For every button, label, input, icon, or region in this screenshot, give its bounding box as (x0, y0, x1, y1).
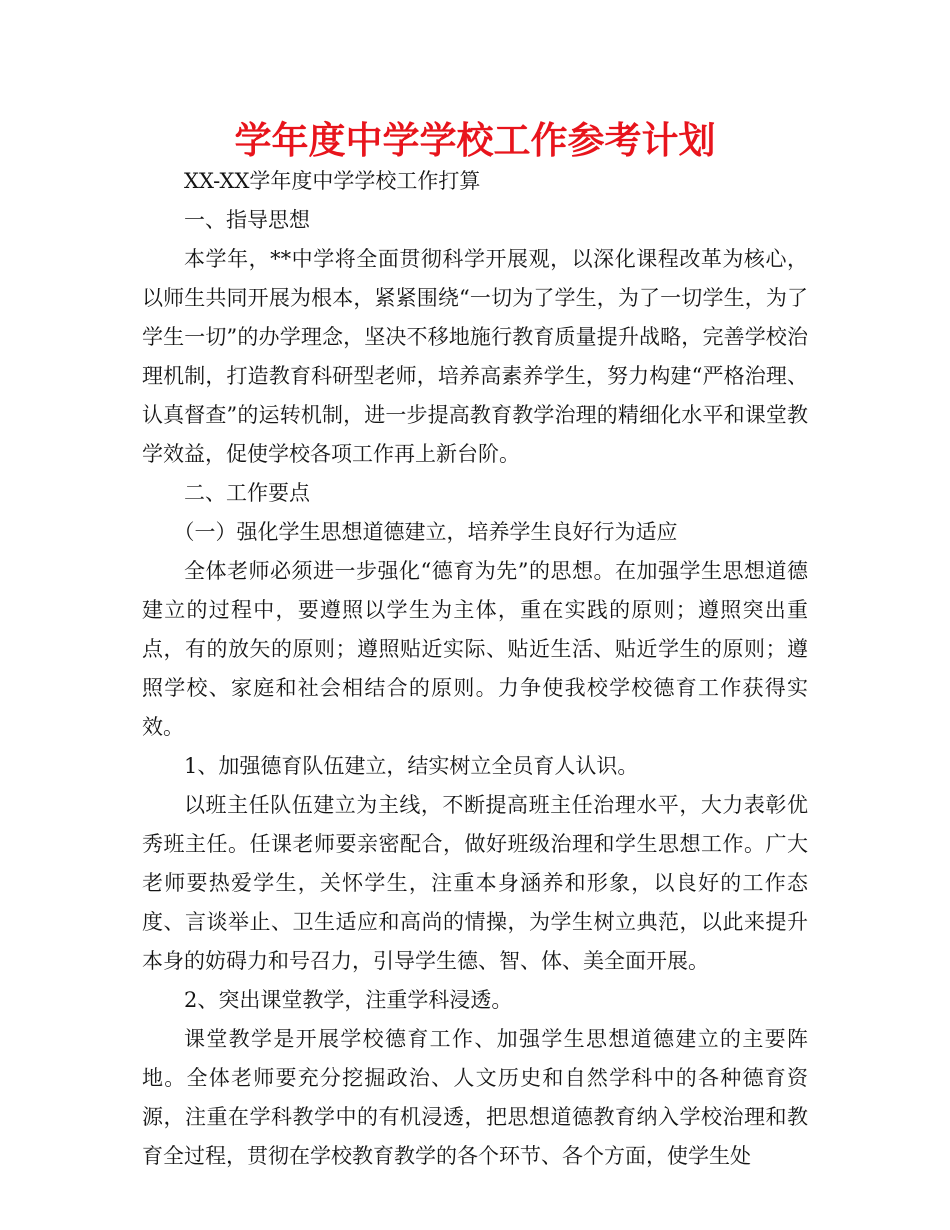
paragraph-moral-education: 全体老师必须进一步强化“德育为先”的思想。在加强学生思想道德建立的过程中，要遵照以学生为主体，重在实践的原则；遵照突出重点，有的放矢的原则；遵照贴近实际、贴近生活、贴近学生的原则；遵照学校、家庭和社会相结合的原则。力争使我校学校德育工作获得实效。 (142, 559, 808, 739)
paragraph-item-2: 课堂教学是开展学校德育工作、加强学生思想道德建立的主要阵地。全体老师要充分挖掘政治、人文历史和自然学科中的各种德育资源，注重在学科教学中的有机浸透，把思想道德教育纳入学校治理和教育全过程，贯彻在学校教育教学的各个环节、各个方面，使学生处 (142, 1027, 808, 1168)
paragraph-item-1: 以班主任队伍建立为主线，不断提高班主任治理水平，大力表彰优秀班主任。任课老师要亲密配合，做好班级治理和学生思想工作。广大老师要热爱学生，关怀学生，注重本身涵养和形象，以良好的工作态度、言谈举止、卫生适应和高尚的情操，为学生树立典范，以此来提升本身的妨碍力和号召力，引导学生德、智、体、美全面开展。 (142, 793, 808, 973)
document-title: 学年度中学学校工作参考计划 (234, 119, 716, 162)
paragraph-guiding-thought: 本学年，**中学将全面贯彻科学开展观，以深化课程改革为核心，以师生共同开展为根本，紧紧围绕“一切为了学生，为了一切学生，为了学生一切”的办学理念，坚决不移地施行教育质量提升战略，完善学校治理机制，打造教育科研型老师，培养高素养学生，努力构建“严格治理、认真督查”的运转机制，进一步提高教育教学治理的精细化水平和课堂教学效益，促使学校各项工作再上新台阶。 (142, 247, 808, 466)
document-body (142, 162, 808, 1176)
item-heading-1: 1、加强德育队伍建立，结实树立全员育人认识。 (184, 754, 639, 778)
section-heading-guiding-thought: 一、指导思想 (184, 208, 310, 232)
subsection-heading-moral-education: （一）强化学生思想道德建立，培养学生良好行为适应 (173, 520, 678, 544)
item-heading-2: 2、突出课堂教学，注重学科浸透。 (184, 988, 513, 1012)
plan-heading: XX-XX学年度中学学校工作打算 (184, 169, 481, 193)
section-heading-work-points: 二、工作要点 (184, 481, 310, 505)
